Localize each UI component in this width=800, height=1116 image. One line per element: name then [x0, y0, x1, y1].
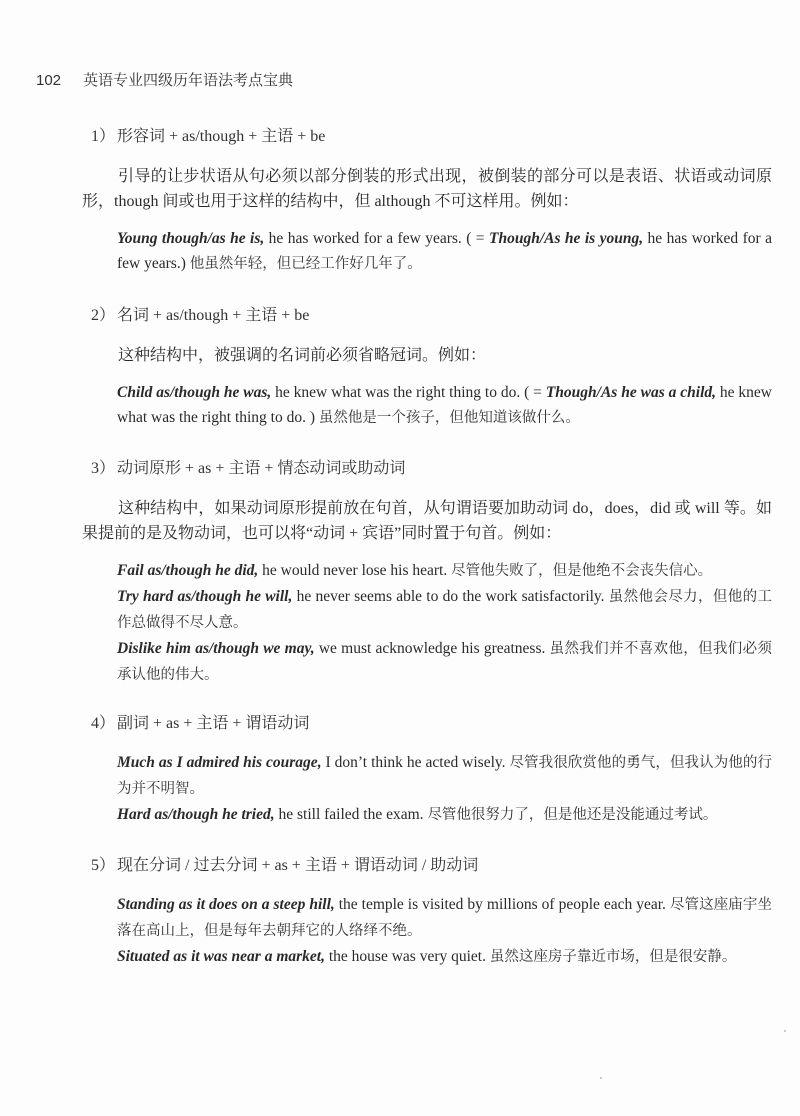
example-sentence [117, 558, 772, 584]
section-heading-text: 副词 + as + 主语 + 谓语动词 [117, 715, 310, 732]
book-title: 英语专业四级历年语法考点宝典 [83, 72, 294, 89]
section-number: 3） [91, 460, 116, 477]
emphasized-clause: Dislike him as/though we may, [117, 640, 315, 657]
example-list [117, 558, 772, 688]
example-sentence [117, 636, 772, 688]
example-text: he has worked for a few years.) [117, 230, 772, 272]
example-text: he never seems able to do the work satisfactorily. [292, 588, 609, 605]
emphasized-clause: Fail as/though he did, [117, 562, 259, 579]
example-sentence [117, 584, 772, 636]
section-number: 5） [91, 857, 116, 874]
rule-section [0, 711, 800, 828]
section-heading-text: 形容词 + as/though + 主语 + be [117, 128, 326, 145]
page-number: 102 [36, 72, 62, 89]
example-text: he knew what was the right thing to do. ( = [271, 384, 546, 401]
section-number: 4） [91, 715, 116, 732]
example-text: he still failed the exam. [274, 806, 428, 823]
example-text: we must acknowledge his greatness. [314, 640, 550, 657]
emphasized-clause: Hard as/though he tried, [117, 806, 275, 823]
rule-section [0, 303, 800, 431]
example-list [117, 750, 772, 828]
running-header [36, 70, 293, 92]
example-list [117, 892, 772, 970]
chinese-translation: 虽然他是一个孩子，但他知道该做什么。 [318, 410, 580, 426]
section-heading-text: 名词 + as/though + 主语 + be [117, 307, 310, 324]
example-sentence [117, 892, 772, 944]
emphasized-clause: Child as/though he was, [117, 384, 272, 401]
section-heading [0, 711, 800, 736]
section-number: 1） [91, 128, 116, 145]
chinese-translation: 他虽然年轻，但已经工作好几年了。 [189, 256, 422, 272]
example-sentence [117, 226, 772, 277]
section-heading [0, 303, 800, 328]
emphasized-clause: Though/As he was a child, [545, 384, 716, 401]
chinese-translation: 尽管这座庙宇坐落在高山上，但是每年去朝拜它的人络绎不绝。 [117, 897, 772, 939]
example-sentence [117, 380, 772, 431]
section-heading-text: 动词原形 + as + 主语 + 情态动词或助动词 [117, 460, 406, 477]
explanation-paragraph: 引导的让步状语从句必须以部分倒装的形式出现，被倒装的部分可以是表语、状语或动词原形，though 间或也用于这样的结构中，但 although 不可这样用。例如： [82, 168, 772, 210]
example-list [117, 380, 772, 431]
rule-section [0, 456, 800, 688]
explanation-paragraph: 这种结构中，被强调的名词前必须省略冠词。例如： [118, 347, 487, 364]
example-text: the house was very quiet. [325, 948, 490, 965]
chinese-translation: 尽管我很欣赏他的勇气，但我认为他的行为并不明智。 [117, 755, 773, 797]
emphasized-clause: Though/As he is young, [488, 230, 644, 247]
emphasized-clause: Young though/as he is, [117, 230, 265, 247]
chinese-translation: 虽然我们并不喜欢他，但我们必须承认他的伟大。 [117, 641, 773, 683]
section-heading [0, 853, 800, 878]
example-text: I don’t think he acted wisely. [321, 754, 510, 771]
chinese-translation: 尽管他失败了，但是他绝不会丧失信心。 [451, 563, 713, 579]
example-sentence [117, 750, 772, 802]
example-text: he has worked for a few years. ( = [264, 230, 489, 247]
example-sentence [117, 944, 772, 970]
example-text: he would never lose his heart. [258, 562, 452, 579]
section-number: 2） [91, 307, 116, 324]
example-text: he knew what was the right thing to do. ) [117, 384, 772, 426]
chinese-translation: 虽然他会尽力，但他的工作总做得不尽人意。 [117, 589, 772, 631]
example-sentence [117, 802, 772, 828]
section-heading [0, 124, 800, 149]
chinese-translation: 尽管他很努力了，但是他还是没能通过考试。 [427, 807, 718, 823]
scan-speck [600, 1077, 602, 1079]
rule-section [0, 124, 800, 277]
explanation-paragraph: 这种结构中，如果动词原形提前放在句首，从句谓语要加助动词 do，does，did 或 will 等。如果提前的是及物动词，也可以将“动词 + 宾语”同时置于句首。例如： [82, 500, 772, 542]
emphasized-clause: Standing as it does on a steep hill, [117, 896, 335, 913]
chinese-translation: 虽然这座房子靠近市场，但是很安静。 [489, 949, 737, 965]
scan-speck [784, 1030, 786, 1032]
rule-section [0, 853, 800, 970]
example-text: the temple is visited by millions of people each year. [334, 896, 670, 913]
emphasized-clause: Situated as it was near a market, [117, 948, 325, 965]
example-list [117, 226, 772, 277]
section-heading-text: 现在分词 / 过去分词 + as + 主语 + 谓语动词 / 助动词 [117, 857, 479, 874]
emphasized-clause: Much as I admired his courage, [117, 754, 322, 771]
emphasized-clause: Try hard as/though he will, [117, 588, 293, 605]
section-heading [0, 456, 800, 481]
